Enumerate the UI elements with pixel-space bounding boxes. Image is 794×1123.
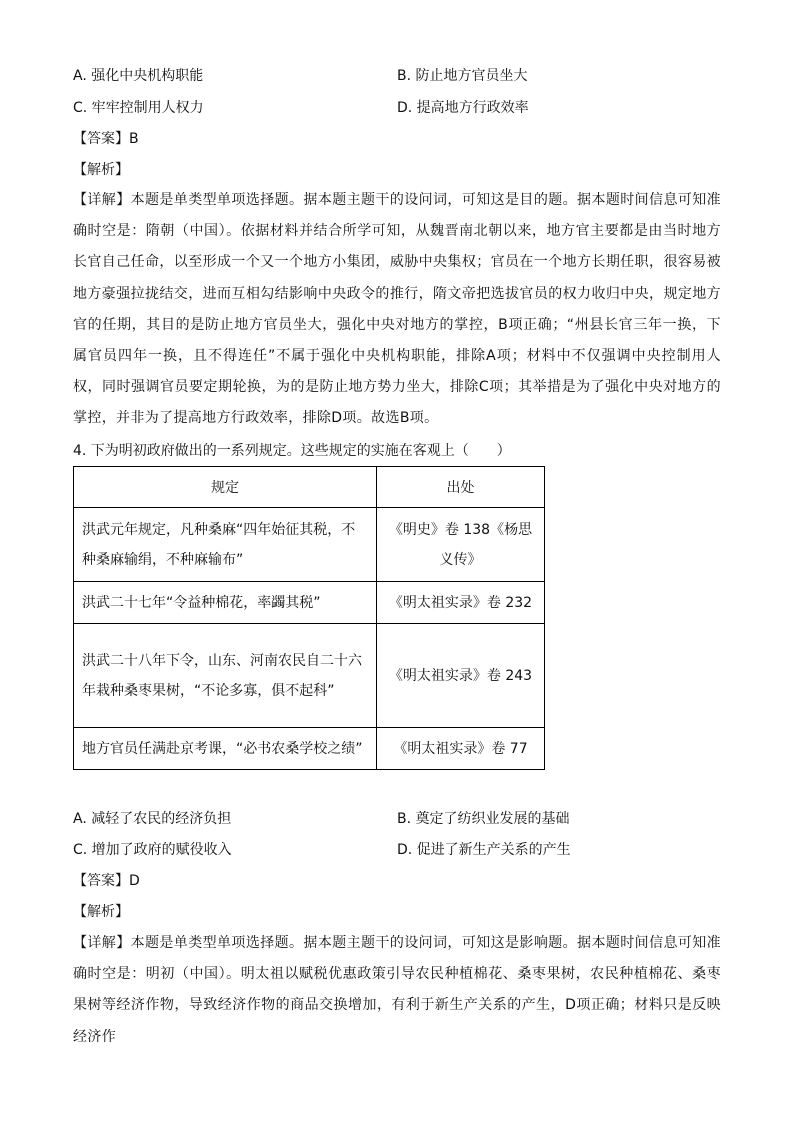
table-row: [74, 728, 545, 770]
source-cell: 《明太祖实录》卷 243: [377, 624, 545, 728]
rule-cell: 地方官员任满赴京考课，“必书农桑学校之绩”: [74, 728, 377, 770]
q4-answer: 【答案】D: [73, 873, 140, 889]
q4-analysis-label: 【解析】: [73, 904, 129, 920]
q4-option-d: D. 促进了新生产关系的产生: [397, 842, 571, 858]
q4-option-b: B. 奠定了纺织业发展的基础: [397, 811, 570, 827]
q3-option-b: B. 防止地方官员坐大: [397, 68, 528, 84]
q4-detail: 【详解】本题是单类型单项选择题。据本题主题干的设问词，可知这是影响题。据本题时间信息可知准确时空是：明初（中国）。明太祖以赋税优惠政策引导农民种植棉花、桑枣果树，农民种植棉花、桑枣果树等经济作物，导致经济作物的商品交换增加，有利于新生产关系的产生，D项正确；材料只是反映经济作: [73, 935, 721, 1045]
q4-option-c: C. 增加了政府的赋役收入: [73, 842, 232, 858]
q3-analysis-label: 【解析】: [73, 162, 129, 178]
table-header-row: [74, 467, 545, 508]
q3-option-c: C. 牢牢控制用人权力: [73, 100, 204, 116]
q3-option-d: D. 提高地方行政效率: [397, 100, 529, 116]
q3-option-a: A. 强化中央机构职能: [73, 68, 204, 84]
source-cell: 《明太祖实录》卷 77: [377, 728, 545, 770]
header-source: 出处: [377, 467, 545, 508]
q3-answer: 【答案】B: [73, 131, 139, 147]
table-row: [74, 624, 545, 728]
source-cell: 《明太祖实录》卷 232: [377, 582, 545, 624]
rule-cell: 洪武元年规定，凡种桑麻“四年始征其税，不种桑麻输绢，不种麻输布”: [74, 508, 377, 582]
table-row: [74, 508, 545, 582]
rule-cell: 洪武二十七年“令益种棉花，率蠲其税”: [74, 582, 377, 624]
header-rule: 规定: [74, 467, 377, 508]
q4-option-a: A. 减轻了农民的经济负担: [73, 811, 232, 827]
q4-stem: 4. 下为明初政府做出的一系列规定。这些规定的实施在客观上（ ）: [73, 443, 511, 459]
q4-rules-table: [73, 466, 545, 770]
source-cell: 《明史》卷 138《杨思义传》: [377, 508, 545, 582]
rule-cell: 洪武二十八年下令，山东、河南农民自二十六年栽种桑枣果树，“不论多寡，俱不起科”: [74, 624, 377, 728]
q3-detail: 【详解】本题是单类型单项选择题。据本题主题干的设问词，可知这是目的题。据本题时间信息可知准确时空是：隋朝（中国）。依据材料并结合所学可知，从魏晋南北朝以来，地方官主要都是由当时地方长官自己任命，以至形成一个又一个地方小集团，威胁中央集权；官员在一个地方长期任职，很容易被地方豪强拉拢结交，进而互相勾结影响中央政令的推行，隋文帝把选拔官员的权力收归中央，规定地方官的任期，其目的是防止地方官员坐大，强化中央对地方的掌控，B项正确；“州县长官三年一换，下属官员四年一换，且不得连任”不属于强化中央机构职能，排除A项；材料中不仅强调中央控制用人权，同时强调官员要定期轮换，为的是防止地方势力坐大，排除C项；其举措是为了强化中央对地方的掌控，并非为了提高地方行政效率，排除D项。故选B项。: [73, 192, 721, 427]
table-row: [74, 582, 545, 624]
